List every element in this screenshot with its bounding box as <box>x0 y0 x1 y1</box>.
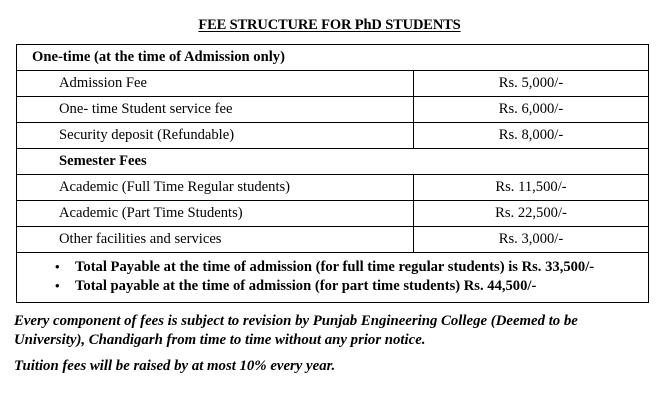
fee-label-admission-fee: Admission Fee <box>17 71 414 97</box>
note-tuition-increase: Tuition fees will be raised by at most 10% every year. <box>14 358 336 374</box>
fee-label-other-facilities: Other facilities and services <box>17 227 414 253</box>
table-row <box>17 201 649 227</box>
summary-bullets-cell <box>17 253 649 303</box>
page-title <box>0 0 659 33</box>
fee-amount-security-deposit: Rs. 8,000/- <box>414 123 649 149</box>
fee-amount-academic-part-time: Rs. 22,500/- <box>414 201 649 227</box>
fee-label-security-deposit: Security deposit (Refundable) <box>17 123 414 149</box>
table-row <box>17 71 649 97</box>
table-row <box>17 227 649 253</box>
section-heading-one-time: One-time (at the time of Admission only) <box>17 45 649 71</box>
table-row <box>17 97 649 123</box>
fee-label-student-service-fee: One- time Student service fee <box>17 97 414 123</box>
page-title-text: FEE STRUCTURE FOR PhD STUDENTS <box>198 17 461 33</box>
fee-amount-admission-fee: Rs. 5,000/- <box>414 71 649 97</box>
fee-amount-student-service-fee: Rs. 6,000/- <box>414 97 649 123</box>
fee-table-container <box>16 44 648 303</box>
list-item: • Total payable at the time of admission (for part time students) Rs. 44,500/- <box>55 278 640 296</box>
fee-table-body <box>17 45 649 303</box>
table-row <box>17 175 649 201</box>
footer-notes <box>14 312 648 376</box>
summary-bullet-list <box>25 259 640 295</box>
table-row-section-heading <box>17 149 649 175</box>
table-row-summary <box>17 253 649 303</box>
fee-amount-academic-full-time: Rs. 11,500/- <box>414 175 649 201</box>
section-heading-semester-fees: Semester Fees <box>17 149 649 175</box>
fee-label-academic-part-time: Academic (Part Time Students) <box>17 201 414 227</box>
table-row-section-heading <box>17 45 649 71</box>
fee-amount-other-facilities: Rs. 3,000/- <box>414 227 649 253</box>
table-row <box>17 123 649 149</box>
fee-structure-table <box>16 44 649 303</box>
note-revision-clause: Every component of fees is subject to revision by Punjab Engineering College (Deemed to be University), Chandigarh from time to time without any prior notice. <box>14 313 578 348</box>
fee-label-academic-full-time: Academic (Full Time Regular students) <box>17 175 414 201</box>
list-item: • Total Payable at the time of admission (for full time regular students) is Rs. 33,500/- <box>55 259 640 277</box>
